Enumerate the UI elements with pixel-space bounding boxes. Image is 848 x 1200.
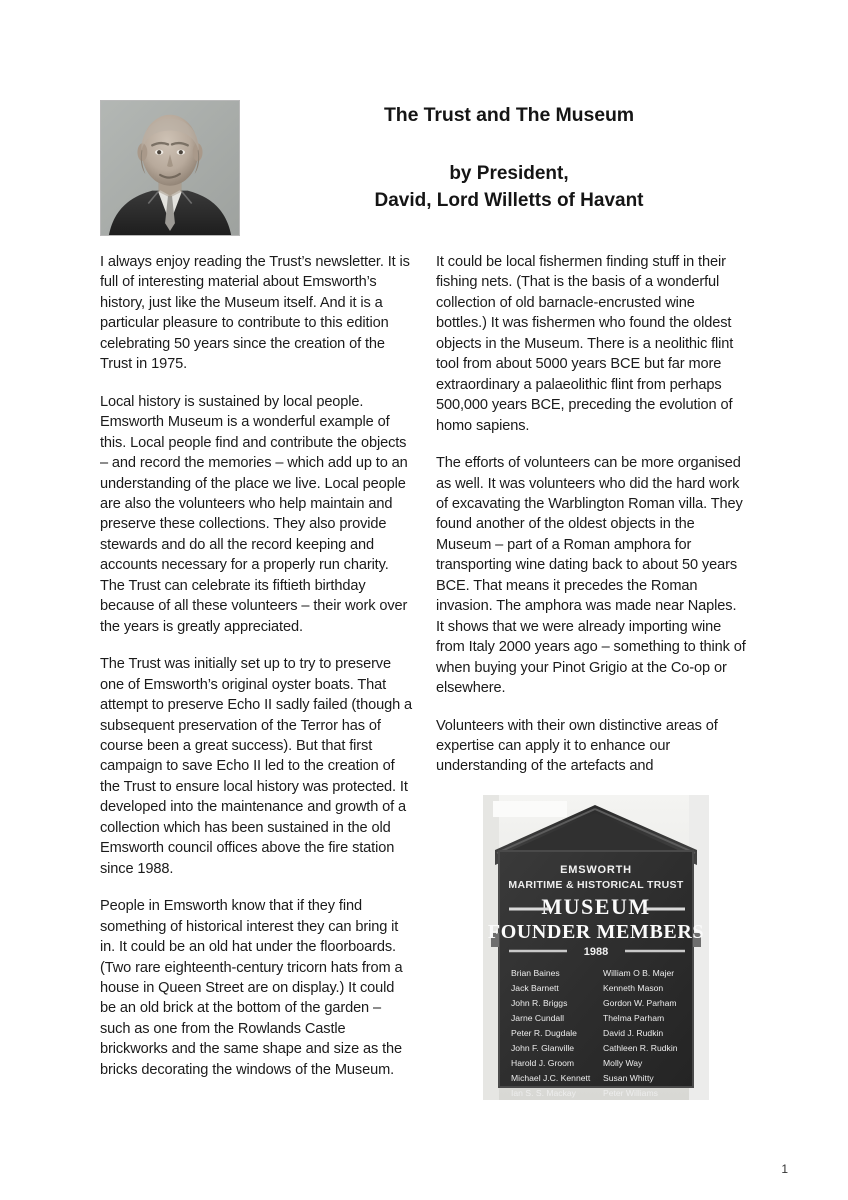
- paragraph: I always enjoy reading the Trust’s newsletter. It is full of interesting material about Emsworth’s history, just like the Museum itself. And it is a particular pleasure to contribute to this edition celebrating 50 years since the creation of the Trust in 1975.: [100, 254, 410, 373]
- plaque-name: Peter R. Dugdale: [511, 1028, 577, 1038]
- portrait-image: [101, 101, 239, 235]
- plaque-line-year: 1988: [583, 946, 609, 958]
- plaque-name: Ian S. S. Mackay: [511, 1088, 576, 1098]
- paragraph: People in Emsworth know that if they find something of historical interest they can bring it in. It could be an old hat under the floorboards. (Two rare eighteenth-century tricorn hats from a house in Queen Street are on display.) It could be an old brick at the bottom of the garden – such as one from the Rowlands Castle brickworks and the same shape and size as the bricks decorating the windows of the Museum.: [100, 898, 403, 1078]
- plaque-line-town: EMSWORTH: [560, 864, 632, 876]
- paragraph: It could be local fishermen finding stuff in their fishing nets. (That is the basis of a wonderful collection of old barnacle-encrusted wine bottles.) It was fishermen who found the oldest objects in the Museum. There is a neolithic flint tool from about 5000 years BCE but far more extraordinary a palaeolithic flint from perhaps 500,000 years BCE, preceding the evolution of homo sapiens.: [436, 254, 734, 434]
- plaque-name: Molly Way: [603, 1058, 643, 1068]
- plaque-name: Brian Baines: [511, 968, 560, 978]
- plaque-name: David J. Rudkin: [603, 1028, 664, 1038]
- plaque-image: [483, 795, 709, 1100]
- plaque-line-org: MARITIME & HISTORICAL TRUST: [508, 879, 684, 891]
- plaque-name: Peter Williams: [603, 1088, 658, 1098]
- paragraph: Volunteers with their own distinctive areas of expertise can apply it to enhance our understanding of the artefacts and: [436, 717, 718, 775]
- plaque-name: Michael J.C. Kennett: [511, 1073, 591, 1083]
- plaque-name: Jack Barnett: [511, 983, 559, 993]
- plaque-name: Kenneth Mason: [603, 983, 664, 993]
- page-number: 1: [781, 1162, 788, 1176]
- body-column-right: [436, 252, 748, 777]
- author-portrait-photo: [100, 100, 240, 236]
- page-title: The Trust and The Museum: [383, 104, 635, 126]
- plaque-line-founder: FOUNDER MEMBERS: [487, 921, 705, 943]
- byline-name: David, Lord Willetts of Havant: [374, 190, 644, 211]
- plaque-name: Gordon W. Parham: [603, 998, 677, 1008]
- plaque-name: William O B. Majer: [603, 968, 675, 978]
- plaque-name: Thelma Parham: [603, 1013, 665, 1023]
- plaque-name: John F. Glanville: [511, 1043, 575, 1053]
- article-header: [100, 100, 748, 240]
- plaque-name: Jarne Cundall: [511, 1013, 565, 1023]
- body-column-left: [100, 252, 412, 1080]
- plaque-name: Susan Whitty: [603, 1073, 654, 1083]
- plaque-name: John R. Briggs: [511, 998, 568, 1008]
- museum-founder-members-plaque-photo: [483, 795, 709, 1100]
- paragraph: The Trust was initially set up to try to preserve one of Emsworth’s original oyster boats. That attempt to preserve Echo II sadly failed (though a subsequent preservation of the Terror has of course been a great success). But that first campaign to save Echo II led to the creation of the Trust to ensure local history was protected. It developed into the maintenance and growth of a collection which has been sustained in the old Emsworth council offices above the fire station since 1988.: [100, 656, 412, 877]
- byline-role: by President,: [449, 163, 569, 184]
- paragraph: Local history is sustained by local people. Emsworth Museum is a wonderful example of this. Local people find and contribute the objects – and record the memories – which add up to an understanding of the place we live. Local people are also the volunteers who help maintain and preserve these collections. They also provide stewards and do all the record keeping and accounts necessary for a properly run charity. The Trust can celebrate its fiftieth birthday because of all these volunteers – their work over the years is greatly appreciated.: [100, 393, 408, 635]
- plaque-line-museum: MUSEUM: [541, 894, 651, 919]
- paragraph: The efforts of volunteers can be more organised as well. It was volunteers who did the hard work of excavating the Warblington Roman villa. They found another of the oldest objects in the Museum – part of a Roman amphora for transporting wine dating back to about 50 years BCE. That means it precedes the Roman invasion. The amphora was made near Naples. It shows that we were already importing wine from Italy 2000 years ago – something to think of when buying your Pinot Grigio at the Co-op or elsewhere.: [436, 455, 746, 697]
- plaque-name: Harold J. Groom: [511, 1058, 575, 1068]
- title-block: [270, 100, 748, 212]
- plaque-name: Cathleen R. Rudkin: [603, 1043, 678, 1053]
